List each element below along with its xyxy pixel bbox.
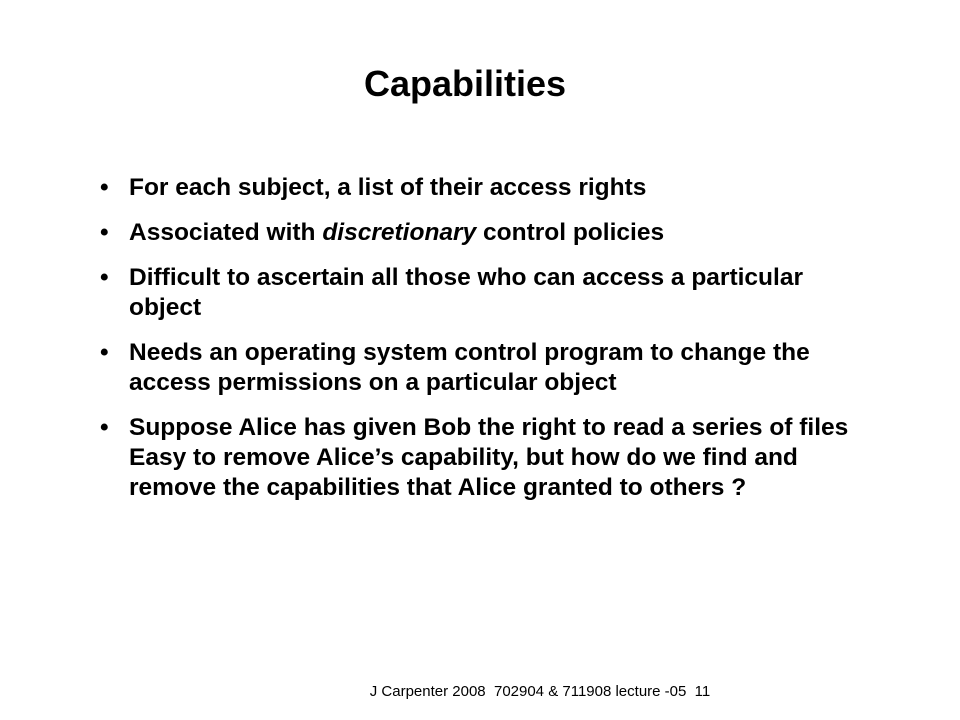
bullet-item [100,218,860,248]
bullet-item [100,263,860,323]
bullet-marker: • [100,219,109,246]
bullet-marker: • [100,174,109,201]
bullet-list [100,173,860,518]
bullet-text-after: control policies [476,219,665,246]
bullet-text: Suppose Alice has given Bob the right to read a series of files [129,414,849,441]
bullet-text: Needs an operating system control program to change the access permissions on a particular object [129,339,810,396]
bullet-item [100,413,860,503]
bullet-text: For each subject, a list of their access rights [129,174,647,201]
bullet-text: Difficult to ascertain all those who can access a particular object [129,264,803,321]
bullet-marker: • [100,264,109,291]
bullet-item [100,173,860,203]
bullet-continuation-text: Easy to remove Alice’s capability, but how do we find and remove the capabilities that Alice granted to others ? [129,444,798,501]
bullet-text-before: Associated with [129,219,323,246]
bullet-marker: • [100,414,109,441]
slide-footer: J Carpenter 2008 702904 & 711908 lecture -05 11 [369,683,711,700]
emphasized-word: discretionary [322,219,477,246]
bullet-item [100,338,860,398]
slide-title: Capabilities [363,63,567,104]
bullet-marker: • [100,339,109,366]
bullet-text [129,218,860,248]
